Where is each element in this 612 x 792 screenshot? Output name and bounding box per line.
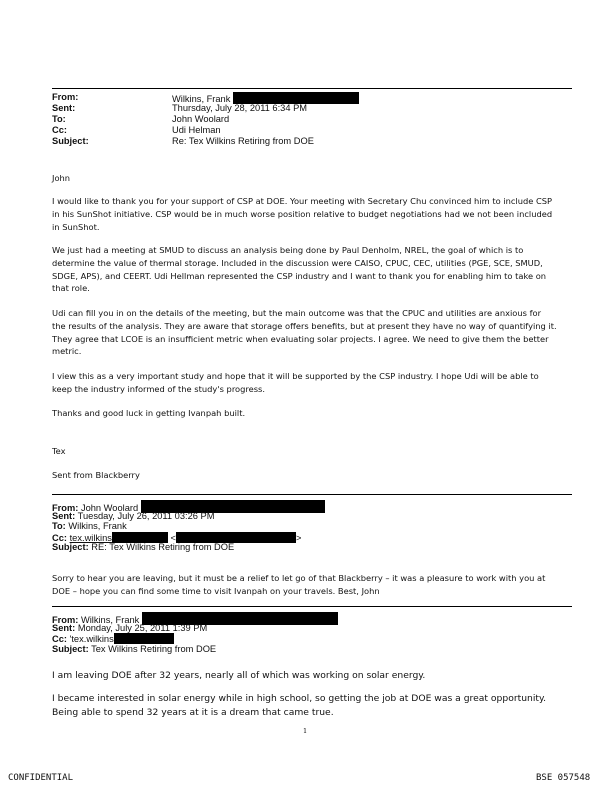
reply1-header: From: John Woolard Sent: Tuesday, July 26, 2011 03:26 PM To: Wilkins, Frank Cc: tex.wilkins < > Subject: RE: Tex Wilkins Retiring from DOE — [52, 500, 572, 553]
reply1-sent: Tuesday, July 26, 2011 03:26 PM — [77, 510, 215, 521]
reply2-paragraph-2: I became interested in solar energy while in high school, so getting the job at DOE was a great opportunity. Being able to spend 32 years at it is a dream that came true. — [52, 693, 547, 718]
reply2-cc: 'tex.wilkins — [69, 634, 114, 645]
reply2-from-label: From: — [52, 615, 79, 625]
body-paragraph-4: I view this as a very important study and hope that it will be supported by the CSP industry. I hope Udi will be able to keep the industry informed of the study's progress. — [52, 371, 539, 394]
sent-value: Thursday, July 28, 2011 6:34 PM — [172, 103, 308, 113]
sent-from-line: Sent from Blackberry — [52, 470, 140, 480]
sent-label: Sent: — [52, 103, 76, 113]
from-value: Wilkins, Frank — [172, 92, 359, 105]
reply1-cc-label: Cc: — [52, 532, 67, 543]
greeting: John — [52, 173, 71, 183]
reply1-body: Sorry to hear you are leaving, but it must be a relief to let go of that Blackberry – it was a pleasure to work with you at DOE – hope you can find some time to visit Ivanpah on your travels. Best, John — [52, 573, 546, 596]
reply1-from: John Woolard — [80, 503, 139, 513]
to-label: To: — [52, 114, 66, 124]
reply2-sent-label: Sent: — [52, 622, 76, 633]
cc-value: Udi Helman — [172, 125, 221, 135]
reply2-subject-label: Subject: — [52, 643, 89, 654]
redaction-box — [114, 633, 174, 644]
redaction-box — [112, 532, 168, 543]
redaction-box — [176, 532, 296, 543]
to-value: John Woolard — [172, 114, 230, 124]
reply1-subject: RE: Tex Wilkins Retiring from DOE — [91, 542, 235, 553]
reply1-to-label: To: — [52, 521, 66, 532]
reply2-header — [52, 612, 572, 654]
body-paragraph-5: Thanks and good luck in getting Ivanpah built. — [52, 408, 246, 418]
subject-value: Re: Tex Wilkins Retiring from DOE — [172, 136, 314, 146]
reply1-cc-link[interactable]: tex.wilkins — [69, 532, 112, 543]
subject-label: Subject: — [52, 136, 89, 146]
reply1-from-label: From: — [52, 503, 79, 513]
body-paragraph-2: We just had a meeting at SMUD to discuss an analysis being done by Paul Denholm, NREL, the goal of which is to determine the value of thermal storage. Included in the discussion were CAISO, CPUC, CEC, utilities (PGE, SCE, SMUD, SDGE, APS), and CEERT. Udi Hellman represented the CSP industry and I want to thank you for enabling him to take on that role. — [52, 245, 547, 294]
from-label: From: — [52, 92, 79, 102]
signoff: Tex — [52, 446, 66, 456]
reply1-subject-label: Subject: — [52, 542, 89, 553]
body-paragraph-3: Udi can fill you in on the details of the meeting, but the main outcome was that the CPUC and utilities are anxious for the results of the analysis. They are aware that storage offers benefits, but at present they have no way of quantifying it. They agree that LCOE is an insufficient metric when evaluating solar projects. I agree. We need to give them the better metric. — [52, 308, 557, 357]
reply1-sent-label: Sent: — [52, 510, 76, 521]
reply2-cc-label: Cc: — [52, 634, 67, 645]
reply2-sent: Monday, July 25, 2011 1:39 PM — [77, 622, 208, 633]
reply2-paragraph-1: I am leaving DOE after 32 years, nearly all of which was working on solar energy. — [52, 670, 426, 681]
reply1-to: Wilkins, Frank — [68, 521, 127, 532]
body-paragraph-1: I would like to thank you for your support of CSP at DOE. Your meeting with Secretary Chu convinced him to include CSP in his SunShot initiative. CSP would be in much worse position relative to budget negotiations had we not been included in SunShot. — [52, 196, 553, 232]
footer-confidential: CONFIDENTIAL — [8, 773, 74, 783]
cc-label: Cc: — [52, 125, 67, 135]
email-header — [52, 92, 572, 150]
reply2-subject: Tex Wilkins Retiring from DOE — [91, 643, 217, 654]
reply1-rule — [52, 494, 572, 495]
reply2-rule — [52, 606, 572, 607]
reply2-from: Wilkins, Frank — [80, 615, 140, 625]
page-number: 1 — [303, 727, 308, 735]
footer-bates-number: BSE 057548 — [536, 773, 591, 783]
header-rule — [52, 88, 572, 89]
